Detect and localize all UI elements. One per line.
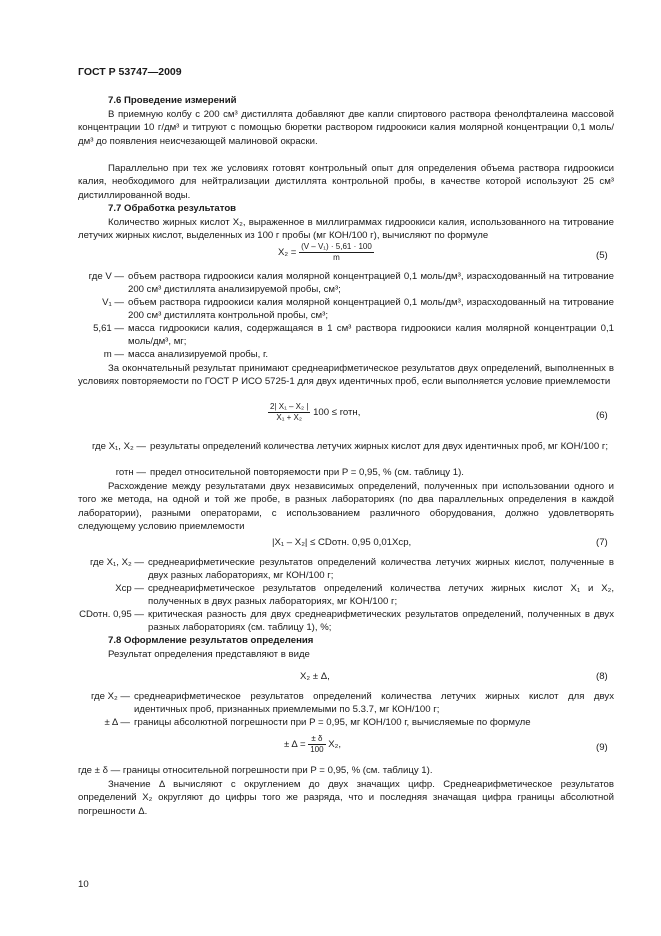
definition-text: масса гидроокиси калия, содержащаяся в 1 см³ раствора гидроокиси калия молярной концентрации 0,1 моль/дм³, мг; (128, 323, 614, 348)
formula-5 (278, 242, 374, 263)
formula-7-number: (7) (596, 537, 608, 548)
formula-6-rhs: 100 ≤ rотн, (313, 407, 361, 419)
definition-text: границы абсолютной погрешности при P = 0,95, мг КОН/100 г, вычисляемые по формуле (134, 717, 531, 728)
paragraph-7-7-3: Расхождение между результатами двух независимых определений, полученных при использовании одного и того же метода, на одной и той же пробе, в разных лабораториях (по два параллельных определения в каждой лаборатории), разными операторами, с использованием различного оборудования, должно удовлетворять следующему условию приемлемости (78, 481, 614, 532)
definition-text: объем раствора гидроокиси калия молярной концентрацией 0,1 моль/дм³, израсходованный на титрование 200 см³ дистиллята анализируемой пробы, см³; (128, 271, 614, 296)
paragraph-7-7-2: За окончательный результат принимают среднеарифметическое результатов двух определений, выполненных в условиях повторяемости по ГОСТ Р ИСО 5725-1 для двух идентичных проб, если выполняется условие приемлемости (78, 363, 614, 388)
formula-9 (284, 734, 341, 755)
definition-text: среднеарифметическое результатов определений количества летучих жирных кислот X₁ и X₂, полученных в двух разных лабораториях, мг КОН/100 г; (148, 583, 614, 608)
paragraph-7-8-1: Результат определения представляют в виде (108, 649, 310, 660)
formula-5-fraction (299, 242, 374, 263)
formula-5-number: (5) (596, 250, 608, 261)
formula-7: |X₁ – X₂| ≤ CDотн. 0,95 0,01Xср, (272, 537, 412, 548)
definition-term: rотн — (115, 467, 146, 478)
definition-term: m — (103, 349, 124, 360)
formula-6-denominator: X₁ + X₂ (276, 413, 302, 422)
paragraph-7-6-2: Параллельно при тех же условиях готовят контрольный опыт для определения объема раствора гидроокиси калия, необходимого для нейтрализации дистиллята контрольной пробы, в качестве которой используют 25 см³ дистиллированной воды. (78, 163, 614, 201)
definition-text: критическая разность для двух среднеарифметических результатов определений, полученных в двух разных лабораториях (см. таблицу 1), %; (148, 609, 614, 634)
formula-9-fraction (308, 734, 325, 755)
definition-term: где X₁, X₂ — (89, 557, 144, 568)
paragraph-7-6-1: В приемную колбу с 200 см³ дистиллята добавляют две капли спиртового раствора фенолфталеина массовой концентрации 10 г/дм³ и титруют с помощью бюретки раствором гидроокиси калия молярной концентрации 0,1 моль/дм³ до появления неисчезающей малиновой окраски. (78, 109, 614, 147)
paragraph-7-8-2: Значение Δ вычисляют с округлением до двух значащих цифр. Среднеарифметическое результатов определений X₂ округляют до цифры того же разряда, что и последняя значащая цифра границы абсолютной погрешности Δ. (78, 779, 614, 817)
formula-9-denominator: 100 (310, 745, 324, 754)
formula-9-number: (9) (596, 742, 608, 753)
section-title-7-8: 7.8 Оформление результатов определения (108, 635, 314, 646)
definition-text: среднеарифметические результатов определений количества летучих жирных кислот, полученные в двух разных лабораториях, мг КОН/100 г; (148, 557, 614, 582)
formula-5-lhs: X₂ = (278, 247, 297, 259)
formula-9-numerator: ± δ (308, 734, 325, 745)
definition-term: V₁ — (102, 297, 124, 308)
paragraph-7-7-1: Количество жирных кислот X₂, выраженное в миллиграммах гидроокиси калия, использованного на титрование летучих жирных кислот, выделенных из 100 г пробы (мг КОН/100 г), вычисляют по формуле (78, 217, 614, 242)
definition-text: масса анализируемой пробы, г. (128, 349, 268, 360)
formula-5-numerator: (V – V₁) · 5,61 · 100 (301, 242, 372, 251)
formula-6-numerator: 2| X₁ – X₂ | (270, 402, 309, 411)
formula-6-number: (6) (596, 410, 608, 421)
definition-text: результаты определений количества летучих жирных кислот для двух идентичных проб, мг КОН/100 г; (150, 441, 609, 452)
formula-8-number: (8) (596, 671, 608, 682)
formula-9-rhs: X₂, (328, 739, 342, 751)
definition-9: где ± δ — границы относительной погрешности при P = 0,95, % (см. таблицу 1). (78, 765, 433, 776)
section-title-7-7: 7.7 Обработка результатов (108, 203, 237, 214)
definition-text: объем раствора гидроокиси калия молярной концентрацией 0,1 моль/дм³, израсходованный на титрование 200 см³ дистиллята контрольной пробы, см³; (128, 297, 614, 322)
definition-text: среднеарифметическое результатов определений количества летучих жирных кислот для двух идентичных проб, признанных приемлемыми по 5.3.7, мг КОН/100 г; (134, 691, 614, 716)
definition-term: Xср — (115, 583, 144, 594)
definition-term: где V — (88, 271, 124, 282)
formula-5-denominator: m (333, 253, 340, 262)
formula-8: X₂ ± Δ, (300, 671, 330, 682)
page-number: 10 (78, 879, 89, 890)
section-title-7-6: 7.6 Проведение измерений (108, 95, 237, 106)
formula-9-lhs: ± Δ = (284, 739, 306, 751)
document-header: ГОСТ Р 53747—2009 (78, 66, 182, 78)
definition-term: где X₂ — (90, 691, 130, 702)
definition-term: 5,61 — (93, 323, 124, 334)
definition-term: ± Δ — (104, 717, 130, 728)
formula-6 (268, 402, 360, 423)
definition-term: где X₁, X₂ — (91, 441, 146, 452)
definition-term: CDотн. 0,95 — (79, 609, 144, 620)
definition-text: предел относительной повторяемости при P = 0,95, % (см. таблицу 1). (150, 467, 464, 478)
formula-6-fraction (268, 402, 310, 423)
